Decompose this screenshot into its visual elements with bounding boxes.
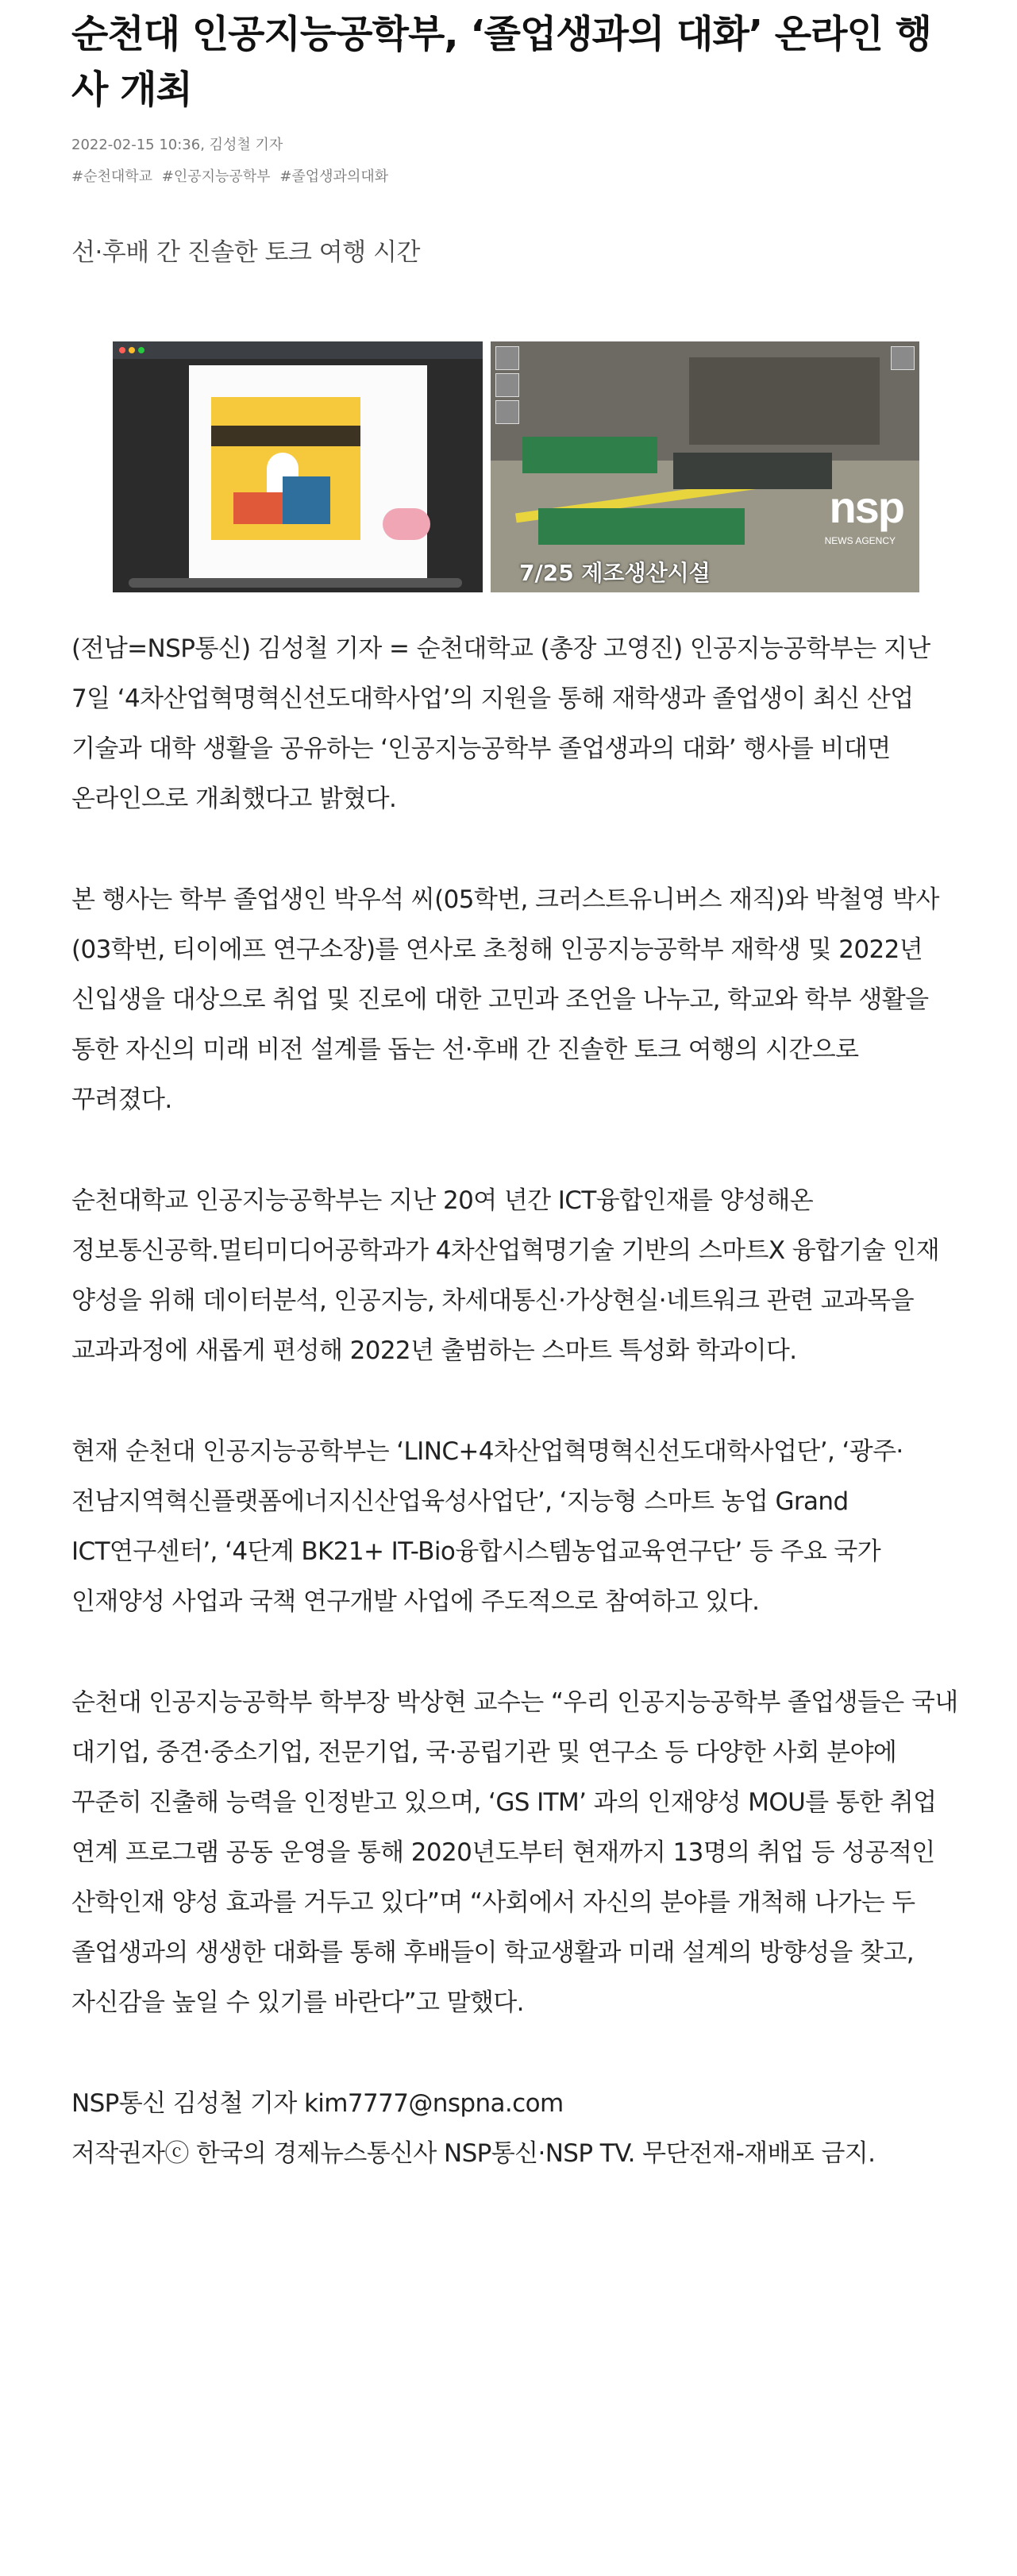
body-paragraph: 본 행사는 학부 졸업생인 박우석 씨(05학번, 크러스트유니버스 재직)와 박철영 박사(03학번, 티이에프 연구소장)를 연사로 초청해 인공지능공학부 재학생 및 2022년 신입생을 대상으로 취업 및 진로에 대한 고민과 조언을 나누고, 학교와 학부 생활을 통한 자신의 미래 비전 설계를 돕는 선·후배 간 진솔한 토크 여행의 시간으로 꾸려졌다. [71,885,939,1114]
decorative-shape [383,508,430,540]
app-dock [129,578,462,588]
article-meta: 2022-02-15 10:36, 김성철 기자 [71,137,283,153]
browser-toolbar [113,341,483,359]
nsp-logo: nsp [829,482,903,532]
reporter-signature: NSP통신 김성철 기자 kim7777@nspna.com [71,2089,564,2118]
copyright-notice: 저작권자ⓒ 한국의 경제뉴스통신사 NSP통신·NSP TV. 무단전재-재배포 금지. [71,2139,876,2168]
article-header [71,0,953,268]
article-photo [113,341,919,592]
body-paragraph: 순천대학교 인공지능공학부는 지난 20여 년간 ICT융합인재를 양성해온 정보통신공학.멀티미디어공학과가 4차산업혁명기술 기반의 스마트X 융합기술 인재 양성을 위해 데이터분석, 인공지능, 차세대통신·가상현실·네트워크 관련 교과목을 교과과정에 새롭게 편성해 2022년 출범하는 스마트 특성화 학과이다. [71,1186,940,1365]
video-overlay-caption: 7/25 제조생산시설 [519,560,711,586]
tag-link[interactable]: #순천대학교 [71,168,153,185]
tag-link[interactable]: #인공지능공학부 [161,168,271,185]
article-body [71,624,961,2179]
tag-list [71,165,953,186]
article-subtitle: 선·후배 간 진솔한 토크 여행 시간 [71,238,420,267]
zoom-screenshot-panel [113,341,483,592]
factory-video-panel [491,341,919,592]
body-paragraph: 순천대 인공지능공학부 학부장 박상현 교수는 “우리 인공지능공학부 졸업생들은 국내 대기업, 중견·중소기업, 전문기업, 국·공립기관 및 연구소 등 다양한 사회 분야에 꾸준히 진출해 능력을 인정받고 있으며, ‘GS ITM’ 과의 인재양성 MOU를 통한 취업 연계 프로그램 공동 운영을 통해 2020년도부터 현재까지 13명의 취업 등 성공적인 산학인재 양성 효과를 거두고 있다”며 “사회에서 자신의 분야를 개척해 나가는 두 졸업생과의 생생한 대화를 통해 후배들이 학교생활과 미래 설계의 방향성을 찾고, 자신감을 높일 수 있기를 바란다”고 말했다. [71,1688,958,2017]
tag-link[interactable]: #졸업생과의대화 [279,168,389,185]
article-title: 순천대 인공지능공학부, ‘졸업생과의 대화’ 온라인 행사 개최 [71,12,931,112]
body-paragraph: (전남=NSP통신) 김성철 기자 = 순천대학교 (총장 고영진) 인공지능공학부는 지난 7일 ‘4차산업혁명혁신선도대학사업’의 지원을 통해 재학생과 졸업생이 최신 산업 기술과 대학 생활을 공유하는 ‘인공지능공학부 졸업생과의 대화’ 행사를 비대면 온라인으로 개최했다고 밝혔다. [71,634,930,813]
event-poster-image [211,397,360,540]
nsp-logo-subtitle: NEWS AGENCY [824,535,896,546]
body-paragraph: 현재 순천대 인공지능공학부는 ‘LINC+4차산업혁명혁신선도대학사업단’, ‘광주·전남지역혁신플랫폼에너지신산업육성사업단’, ‘지능형 스마트 농업 Grand ICT연구센터’, ‘4단계 BK21+ IT-Bio융합시스템농업교육연구단’ 등 주요 국가 인재양성 사업과 국책 연구개발 사업에 주도적으로 참여하고 있다. [71,1437,903,1616]
